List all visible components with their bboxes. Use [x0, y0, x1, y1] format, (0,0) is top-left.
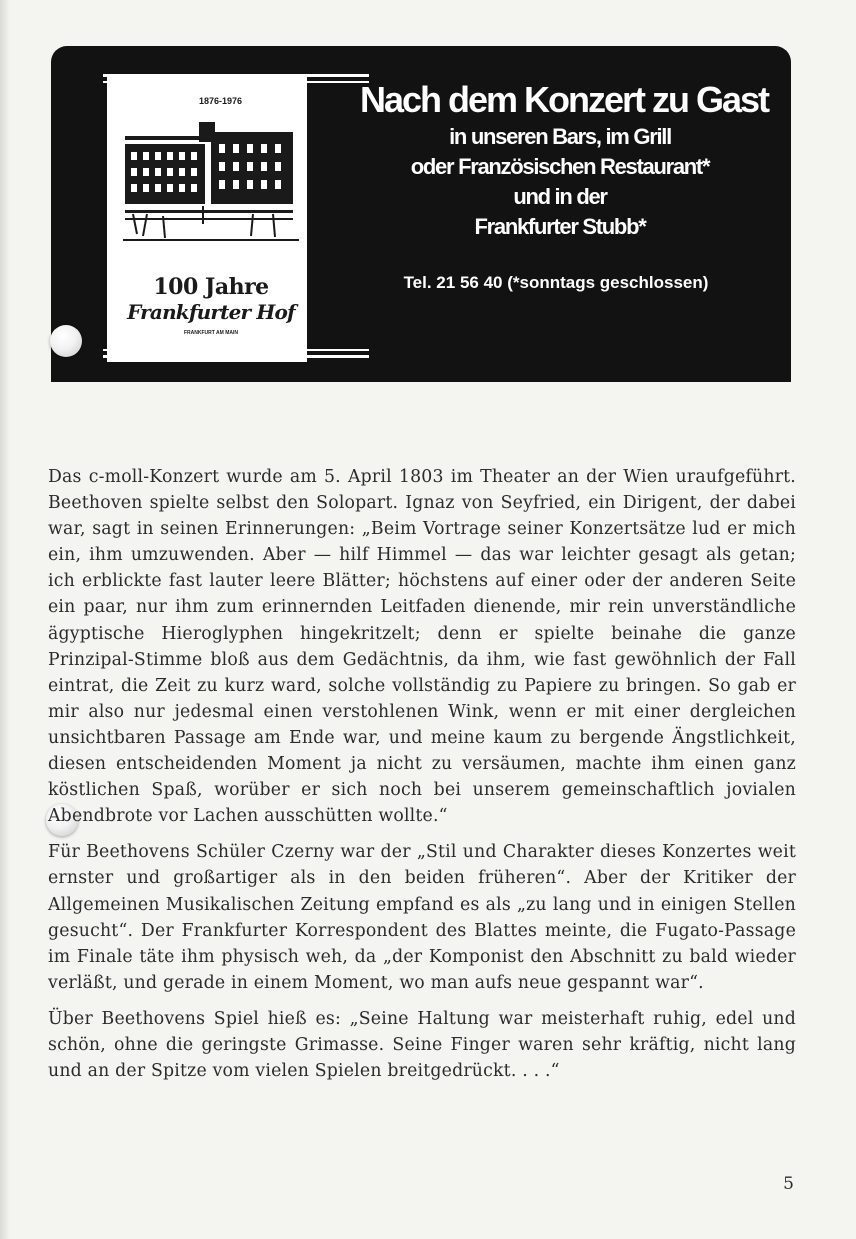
- logo-title-line2: Frankfurter Hof: [127, 300, 295, 324]
- page-binding-shadow: [0, 0, 10, 1239]
- article-text: [48, 464, 796, 1094]
- logo-city: FRANKFURT AM MAIN: [184, 330, 238, 336]
- paragraph-3: Über Beethovens Spiel hieß es: „Seine Haltung war meisterhaft ruhig, edel und schön, ohne die geringste Grimasse. Seine Finger waren sehr kräftig, nicht lang und an der Spitze vom vielen Spielen breitgedrückt. . . .“: [48, 1008, 796, 1082]
- ad-headline: Nach dem Konzert zu Gast: [359, 79, 769, 120]
- page-number: 5: [783, 1174, 794, 1194]
- ad-line-2: oder Französischen Restaurant*: [410, 154, 710, 179]
- logo-years: 1876-1976: [199, 96, 243, 106]
- hotel-advertisement: [51, 46, 791, 382]
- punch-hole-top: [50, 325, 82, 357]
- logo-title-line1: 100 Jahre: [153, 274, 269, 300]
- ad-line-1: in unseren Bars, im Grill: [449, 124, 671, 149]
- paragraph-1: Das c-moll-Konzert wurde am 5. April 1803 im Theater an der Wien uraufgeführt. Beethoven spielte selbst den Solopart. Ignaz von Seyfried, ein Dirigent, der dabei war, sagt in seinen Erinnerungen: „Beim Vortrage seiner Konzertsätze lud er mich ein, ihm umzuwenden. Aber — hilf Himmel — das war leichter gesagt als getan; ich erblickte fast lauter leere Blätter; höchstens auf einer oder der anderen Seite ein paar, nur ihm zum erinnernden Leitfaden dienende, mir rein unverständliche ägyptische Hieroglyphen hingekritzelt; denn er spielte beinahe die ganze Prinzipal-Stimme bloß aus dem Gedächtnis, da ihm, wie fast gewöhnlich der Fall eintrat, die Zeit zu kurz ward, solche vollständig zu Papiere zu bringen. So gab er mir also nur jedesmal einen verstohlenen Wink, wenn er mit einer dergleichen unsichtbaren Passage am Ende war, und meine kaum zu bergende Ängstlichkeit, diesen entscheidenden Moment ja nicht zu versäumen, machte ihm einen ganz köstlichen Spaß, worüber er sich noch bei unserem gemeinschaftlich jovialen Abendbrote vor Lachen ausschütten wollte.“: [48, 467, 796, 827]
- ad-text-block: [326, 78, 791, 294]
- ad-line-4: Frankfurter Stubb*: [474, 214, 646, 239]
- ad-line-3: und in der: [513, 184, 607, 209]
- paragraph-2: Für Beethovens Schüler Czerny war der „Stil und Charakter dieses Konzertes weit ernster und großartiger als in den beiden früheren“. Aber der Kritiker der Allgemeinen Musikalischen Zeitung empfand es als „zu lang und in einigen Stellen gesucht“. Der Frankfurter Korrespondent des Blattes meinte, die Fugato-Passage im Finale täte ihm physisch weh, da „der Komponist den Abschnitt zu bald wieder verläßt, und gerade in einem Moment, wo man aufs neue gespannt war“.: [48, 842, 796, 993]
- ad-phone: Tel. 21 56 40 (*sonntags geschlossen): [403, 273, 709, 292]
